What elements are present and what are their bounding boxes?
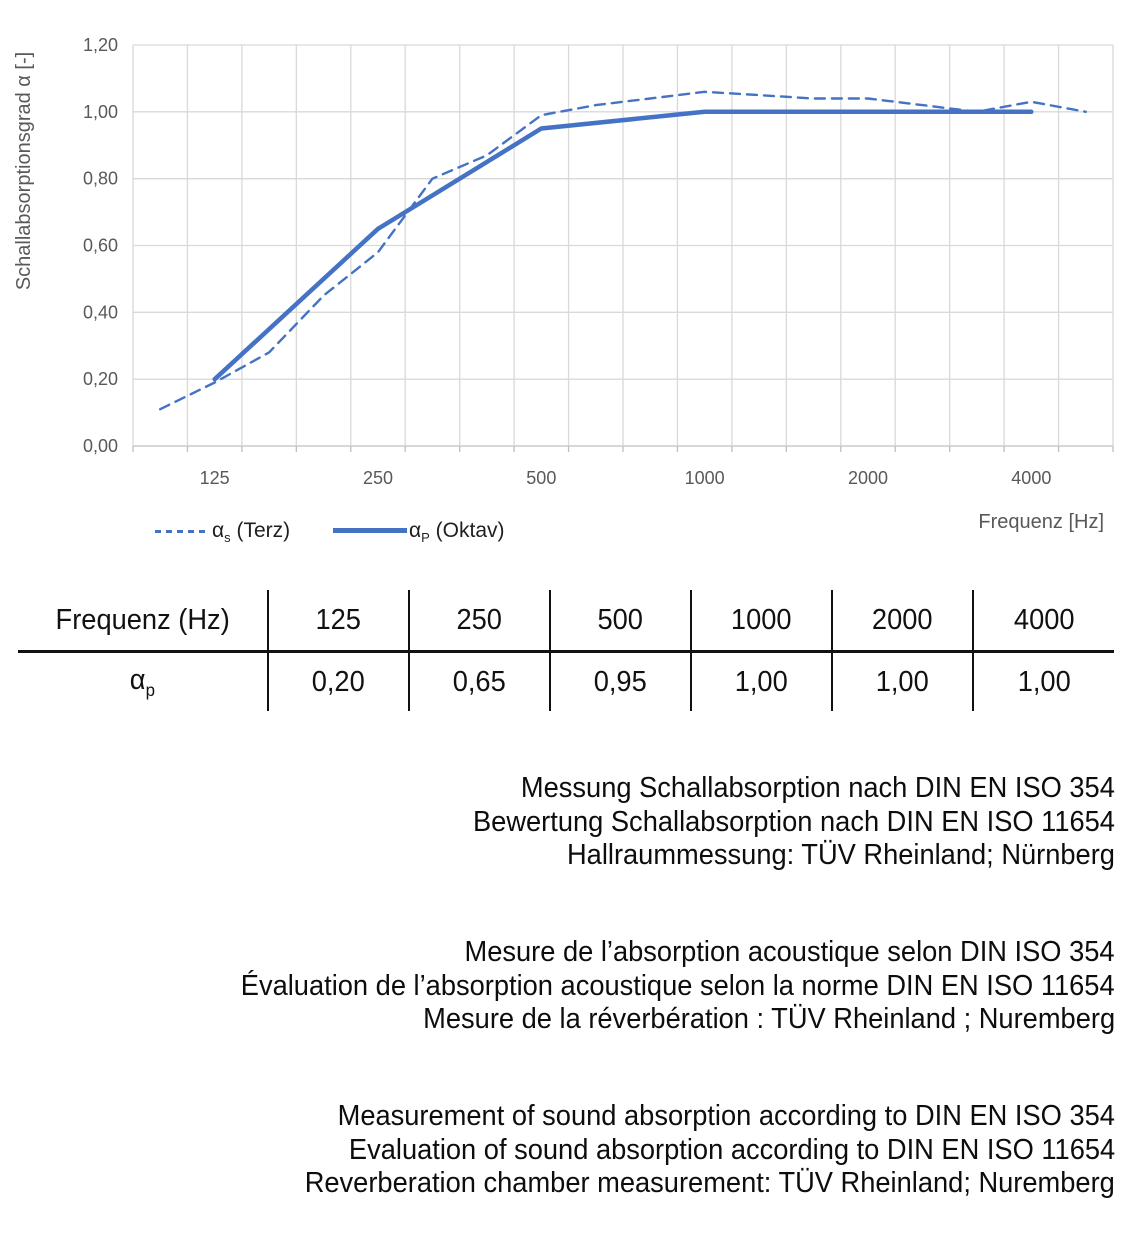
note-line: Measurement of sound absorption according to DIN EN ISO 354 bbox=[337, 1100, 1115, 1132]
legend-oktav-text: (Oktav) bbox=[435, 519, 505, 542]
legend-terz-text: (Terz) bbox=[236, 519, 291, 542]
table-value-cell: 0,95 bbox=[550, 652, 691, 712]
x-tick-label: 4000 bbox=[1011, 468, 1052, 488]
terz-dashed-line-sample bbox=[155, 530, 207, 533]
frequency-absorption-table bbox=[18, 590, 1114, 711]
note-line: Hallraummessung: TÜV Rheinland; Nürnberg bbox=[567, 839, 1115, 871]
note-english bbox=[253, 1100, 1115, 1201]
x-tick-label: 1000 bbox=[684, 468, 725, 488]
note-line: Evaluation of sound absorption according to DIN EN ISO 11654 bbox=[348, 1133, 1115, 1166]
note-line: Bewertung Schallabsorption nach DIN EN ISO 11654 bbox=[473, 805, 1115, 838]
table-header-cell: 500 bbox=[550, 590, 691, 652]
y-tick-label: 0,40 bbox=[82, 302, 118, 323]
table-header-row bbox=[18, 590, 1114, 652]
table-row-label-alpha-p: $\alpha_p$ bbox=[129, 663, 156, 700]
oktav-solid-line-sample bbox=[333, 528, 407, 533]
alpha-symbol: α bbox=[409, 519, 422, 542]
x-tick-label: 250 bbox=[362, 468, 394, 488]
alpha-subscript: P bbox=[421, 530, 430, 546]
note-line: Reverberation chamber measurement: TÜV Rheinland; Nuremberg bbox=[304, 1167, 1115, 1199]
legend-item-terz bbox=[212, 517, 290, 551]
x-tick-label: 125 bbox=[199, 468, 230, 488]
table-value-cell: 1,00 bbox=[832, 652, 973, 712]
y-tick-label: 0,80 bbox=[82, 168, 118, 189]
table-header-cell: 4000 bbox=[973, 590, 1114, 652]
note-line: Messung Schallabsorption nach DIN EN ISO 354 bbox=[521, 772, 1115, 804]
legend-item-oktav bbox=[409, 517, 505, 551]
note-german bbox=[432, 772, 1115, 873]
table-header-cell: 250 bbox=[409, 590, 550, 652]
table-value-cell: 1,00 bbox=[973, 652, 1114, 712]
table-header-cell: 2000 bbox=[832, 590, 973, 652]
y-tick-label: 0,20 bbox=[82, 369, 118, 390]
y-tick-label: 1,20 bbox=[82, 35, 118, 55]
note-line: Évaluation de l’absorption acoustique selon la norme DIN EN ISO 11654 bbox=[241, 969, 1115, 1002]
absorption-chart bbox=[0, 0, 1135, 560]
table-header-cell: 125 bbox=[268, 590, 409, 652]
x-tick-label: 2000 bbox=[847, 468, 889, 488]
x-tick-label: 500 bbox=[526, 468, 557, 488]
table-value-cell: 1,00 bbox=[691, 652, 832, 712]
table-value-row bbox=[18, 652, 1114, 712]
note-french bbox=[185, 936, 1115, 1037]
table-value-cell: 0,65 bbox=[409, 652, 550, 712]
x-axis-title: Frequenz [Hz] bbox=[978, 511, 1104, 533]
y-tick-label: 1,00 bbox=[82, 101, 118, 122]
table-value-cell: 0,20 bbox=[268, 652, 409, 712]
table-header-frequency: Frequenz (Hz) bbox=[18, 590, 268, 652]
note-line: Mesure de l’absorption acoustique selon DIN ISO 354 bbox=[464, 936, 1115, 968]
table-header-cell: 1000 bbox=[691, 590, 832, 652]
y-axis-title: Schallabsorptionsgrad α [-] bbox=[13, 51, 35, 291]
note-line: Mesure de la réverbération : TÜV Rheinland ; Nuremberg bbox=[423, 1003, 1115, 1035]
alpha-symbol: α bbox=[212, 519, 225, 542]
y-tick-label: 0,00 bbox=[82, 436, 118, 456]
alpha-subscript: s bbox=[224, 530, 231, 546]
y-tick-label: 0,60 bbox=[82, 235, 118, 256]
